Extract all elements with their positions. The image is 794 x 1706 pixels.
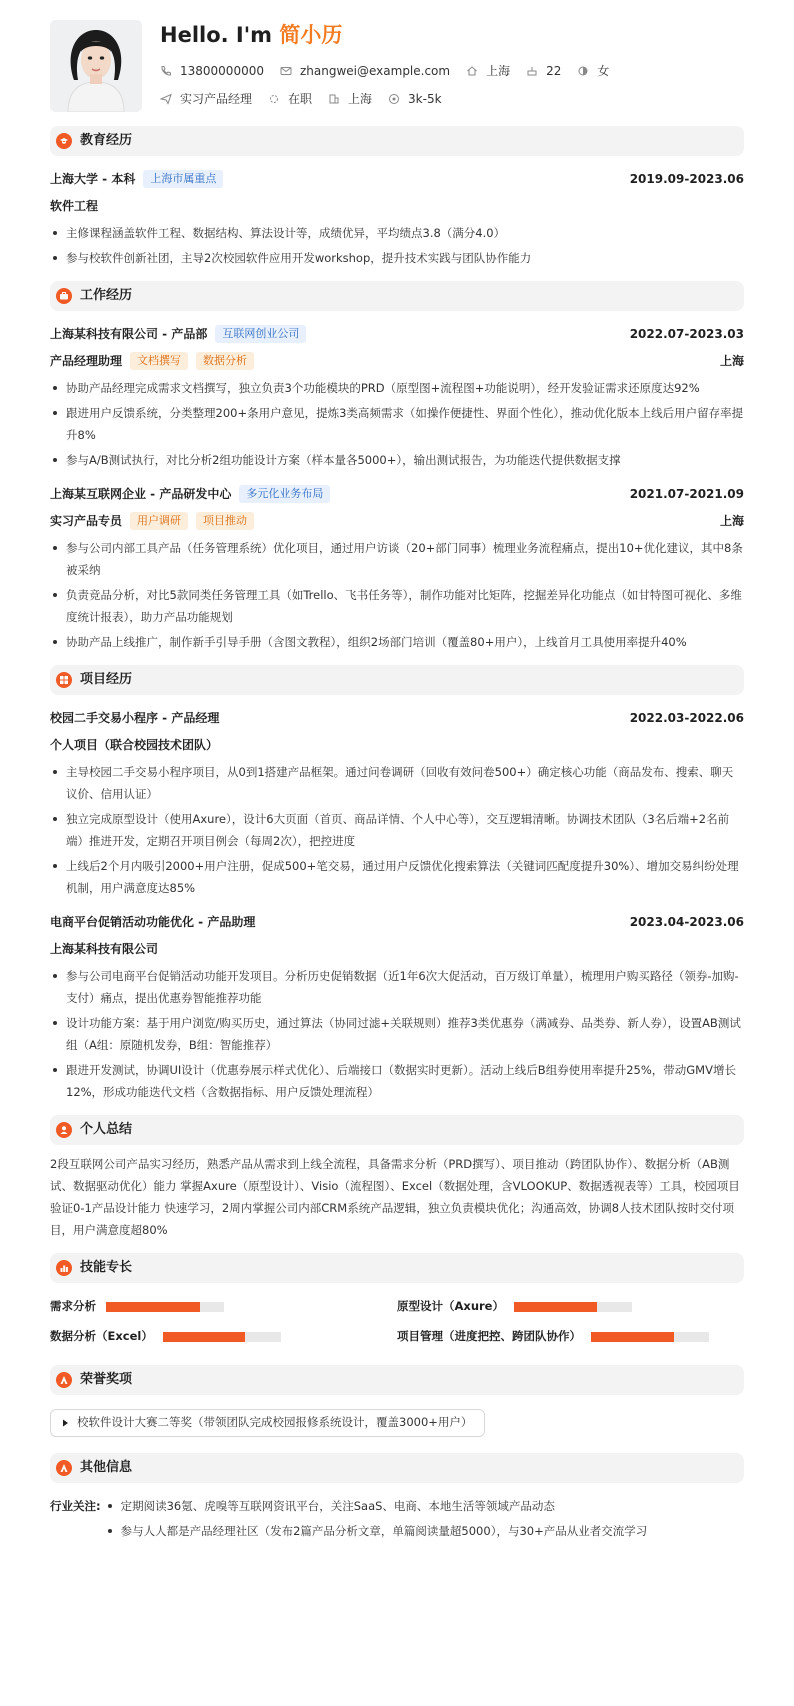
- caret-right-icon: [61, 1419, 69, 1427]
- list-item: 参与公司内部工具产品（任务管理系统）优化项目，通过用户访谈（20+部门同事）梳理业务流程痛点，提出10+优化建议，其中8条被采纳: [50, 537, 744, 581]
- skill-bar-fill: [514, 1302, 597, 1312]
- job-bullets: [50, 537, 744, 653]
- salary-icon: [388, 93, 400, 105]
- chart-icon: [56, 1260, 72, 1276]
- briefcase-icon: [56, 288, 72, 304]
- school: 上海大学 - 本科: [50, 171, 136, 186]
- phone: 13800000000: [180, 63, 264, 78]
- skill-bar: [106, 1302, 224, 1312]
- grid-icon: [56, 672, 72, 688]
- skill-bar: [514, 1302, 632, 1312]
- other-label: 行业关注:: [50, 1499, 101, 1513]
- skill-tag: 文档撰写: [130, 352, 188, 370]
- send-icon: [160, 93, 172, 105]
- project-bullets: [50, 965, 744, 1103]
- award-item[interactable]: [50, 1409, 485, 1437]
- target-city: 上海: [348, 91, 373, 106]
- list-item: 协助产品经理完成需求文档撰写，独立负责3个功能模块的PRD（原型图+流程图+功能说明），经开发验证需求还原度达92%: [50, 377, 744, 399]
- section-awards-header: [50, 1365, 744, 1395]
- company: 上海某互联网企业 - 产品研发中心: [50, 486, 232, 501]
- list-item: 上线后2个月内吸引2000+用户注册，促成500+笔交易，通过用户反馈优化搜索算法（关键词匹配度提升30%）、增加交易纠纷处理机制，用户满意度达85%: [50, 855, 744, 899]
- job-role: 实习产品专员: [50, 513, 123, 528]
- trophy-icon: [56, 1372, 72, 1388]
- person-icon: [56, 1122, 72, 1138]
- project-name: 校园二手交易小程序 - 产品经理: [50, 710, 220, 725]
- list-item: 参与A/B测试执行，对比分析2组功能设计方案（样本量各5000+），输出测试报告，为功能迭代提供数据支撑: [50, 449, 744, 471]
- list-item: 跟进用户反馈系统，分类整理200+条用户意见，提炼3类高频需求（如操作便捷性、界面个性化），推动优化版本上线后用户留存率提升8%: [50, 402, 744, 446]
- section-title: 教育经历: [80, 132, 133, 148]
- skill-bar-fill: [106, 1302, 200, 1312]
- section-title: 荣誉奖项: [80, 1371, 133, 1387]
- section-work-header: [50, 281, 744, 311]
- list-item: 参与公司电商平台促销活动功能开发项目。分析历史促销数据（近1年6次大促活动，百万级订单量），梳理用户购买路径（领券-加购-支付）痛点，提出优惠券智能推荐功能: [50, 965, 744, 1009]
- skill-name: 需求分析: [50, 1299, 96, 1314]
- skill-bar: [591, 1332, 709, 1342]
- project-name: 电商平台促销活动功能优化 - 产品助理: [50, 914, 256, 929]
- job-location: 上海: [719, 513, 744, 528]
- company-tag: 多元化业务布局: [239, 485, 330, 503]
- section-title: 技能专长: [80, 1259, 133, 1275]
- education-bullets: [50, 222, 744, 269]
- job-period: 2022.07-2023.03: [629, 326, 744, 341]
- skill-tag: 项目推动: [196, 512, 254, 530]
- list-item: 主导校园二手交易小程序项目，从0到1搭建产品框架。通过问卷调研（回收有效问卷500+）确定核心功能（商品发布、搜索、聊天议价、信用认证）: [50, 761, 744, 805]
- candidate-name: 简小历: [279, 23, 343, 47]
- job-location: 上海: [719, 353, 744, 368]
- skill-bar-fill: [591, 1332, 674, 1342]
- list-item: 设计功能方案：基于用户浏览/购买历史，通过算法（协同过滤+关联规则）推荐3类优惠券（满减券、品类券、新人券），设置AB测试组（A组：原随机发券，B组：智能推荐）: [50, 1012, 744, 1056]
- skill-name: 项目管理（进度把控、跨团队协作）: [397, 1329, 581, 1344]
- project-org: 上海某科技有限公司: [50, 941, 159, 956]
- school-tag: 上海市属重点: [143, 170, 223, 188]
- project-bullets: [50, 761, 744, 899]
- section-other-header: [50, 1453, 744, 1483]
- home-icon: [466, 65, 478, 77]
- work-status: 在职: [288, 91, 313, 106]
- major: 软件工程: [50, 198, 99, 213]
- list-item: 协助产品上线推广，制作新手引导手册（含图文教程），组织2场部门培训（覆盖80+用户），上线首月工具使用率提升40%: [50, 631, 744, 653]
- profile-header: [50, 0, 744, 118]
- section-projects-header: [50, 665, 744, 695]
- project-period: 2023.04-2023.06: [629, 914, 744, 929]
- job-bullets: [50, 377, 744, 471]
- gender-icon: [577, 65, 589, 77]
- list-item: 参与人人都是产品经理社区（发布2篇产品分析文章，单篇阅读量超5000），与30+产品从业者交流学习: [105, 1520, 648, 1542]
- mail-icon: [280, 65, 292, 77]
- summary-text: 2段互联网公司产品实习经历，熟悉产品从需求到上线全流程，具备需求分析（PRD撰写）、项目推动（跨团队协作）、数据分析（AB测试、数据驱动优化）能力 掌握Axure（原型设计）、Visio（流程图）、Excel（数据处理，含VLOOKUP、数据透视表等）工具，校园项目验证0-1产品设计能力 快速学习，2周内掌握公司内部CRM系统产品逻辑，独立负责模块优化；沟通高效，协调8人技术团队按时交付项目，用户满意度超80%: [50, 1157, 740, 1237]
- list-item: 独立完成原型设计（使用Axure），设计6大页面（首页、商品详情、个人中心等），交互逻辑清晰。协调技术团队（3名后端+2名前端）推进开发，定期召开项目例会（每周2次），把控进度: [50, 808, 744, 852]
- city: 上海: [486, 63, 511, 78]
- education-icon: [56, 133, 72, 149]
- award-text: 校软件设计大赛二等奖（带领团队完成校园报修系统设计，覆盖3000+用户）: [77, 1415, 473, 1430]
- greeting: Hello. I'm: [160, 23, 273, 47]
- section-education-header: [50, 126, 744, 156]
- email[interactable]: zhangwei@example.com: [299, 63, 451, 78]
- list-item: 负责竞品分析，对比5款同类任务管理工具（如Trello、飞书任务等），制作功能对比矩阵，挖掘差异化功能点（如甘特图可视化、多维度统计报表），助力产品功能规划: [50, 584, 744, 628]
- age: 22: [546, 63, 562, 78]
- section-summary-header: [50, 1115, 744, 1145]
- cake-icon: [526, 65, 538, 77]
- other-bullets: [105, 1495, 648, 1545]
- skill-tag: 用户调研: [130, 512, 188, 530]
- building-icon: [328, 93, 340, 105]
- project-period: 2022.03-2022.06: [629, 710, 744, 725]
- skill-name: 原型设计（Axure）: [397, 1299, 504, 1314]
- greeting-line: [160, 20, 625, 50]
- education-period: 2019.09-2023.06: [629, 171, 744, 186]
- avatar: [50, 20, 142, 112]
- phone-icon: [160, 65, 172, 77]
- section-title: 个人总结: [80, 1121, 133, 1137]
- skill-name: 数据分析（Excel）: [50, 1329, 153, 1344]
- list-item: 定期阅读36氪、虎嗅等互联网资讯平台，关注SaaS、电商、本地生活等领域产品动态: [105, 1495, 648, 1517]
- job-role: 产品经理助理: [50, 353, 123, 368]
- project-org: 个人项目（联合校园技术团队）: [50, 737, 219, 752]
- list-item: 主修课程涵盖软件工程、数据结构、算法设计等，成绩优异，平均绩点3.8（满分4.0）: [50, 222, 744, 244]
- info-icon: [56, 1460, 72, 1476]
- company: 上海某科技有限公司 - 产品部: [50, 326, 208, 341]
- skill-bar-fill: [163, 1332, 246, 1342]
- target-role: 实习产品经理: [180, 91, 253, 106]
- section-title: 其他信息: [80, 1459, 133, 1475]
- section-title: 项目经历: [80, 671, 133, 687]
- section-skills-header: [50, 1253, 744, 1283]
- status-icon: [268, 93, 280, 105]
- company-tag: 互联网创业公司: [215, 325, 306, 343]
- list-item: 参与校软件创新社团，主导2次校园软件应用开发workshop，提升技术实践与团队协作能力: [50, 247, 744, 269]
- skill-tag: 数据分析: [196, 352, 254, 370]
- salary: 3k-5k: [408, 91, 442, 106]
- job-period: 2021.07-2021.09: [629, 486, 744, 501]
- section-title: 工作经历: [80, 287, 133, 303]
- gender: 女: [597, 63, 610, 78]
- skills-grid: [50, 1297, 744, 1347]
- skill-bar: [163, 1332, 281, 1342]
- list-item: 跟进开发测试，协调UI设计（优惠券展示样式优化）、后端接口（数据实时更新）。活动上线后B组券使用率提升25%，带动GMV增长12%，形成功能迭代文档（含数据指标、用户反馈处理流程）: [50, 1059, 744, 1103]
